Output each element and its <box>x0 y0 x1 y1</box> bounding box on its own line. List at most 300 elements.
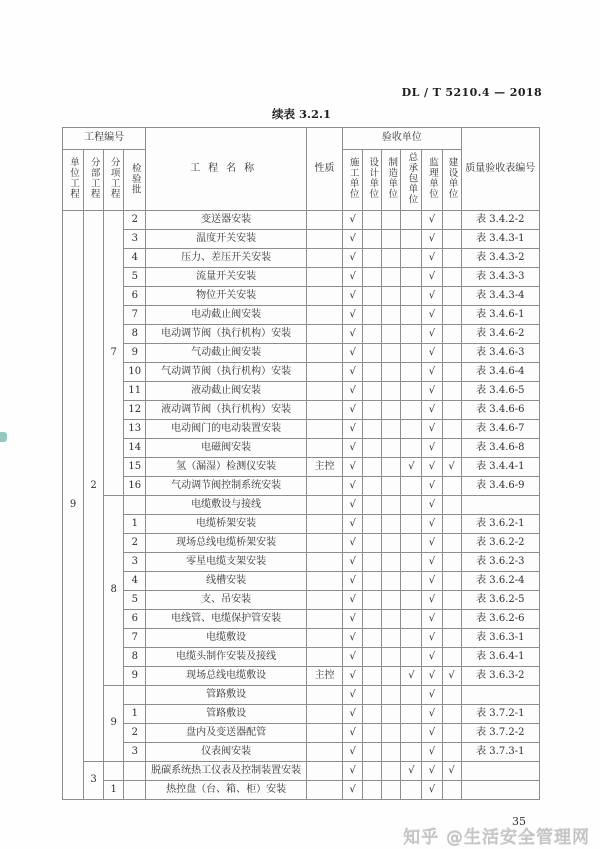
table-row <box>63 781 540 800</box>
check-cell-design <box>363 553 382 572</box>
property-cell <box>306 610 342 629</box>
property-cell <box>306 268 342 287</box>
project-name-cell: 脱碳系统热工仪表及控制装置安装 <box>146 762 307 781</box>
check-cell-general-contractor <box>401 591 422 610</box>
batch-number-cell: 4 <box>124 572 146 591</box>
table-ref-cell: 表 3.6.4-1 <box>461 648 539 667</box>
project-name-cell: 压力、差压开关安装 <box>146 249 307 268</box>
check-cell-construction: √ <box>343 724 363 743</box>
batch-number-cell: 1 <box>124 705 146 724</box>
project-name-cell: 热控盘（台、箱、柜）安装 <box>146 781 307 800</box>
header-inspection-batch: 检验批 <box>124 150 146 211</box>
item-project-number-cell: 1 <box>104 781 124 800</box>
table-ref-cell: 表 3.4.6-9 <box>461 477 539 496</box>
check-cell-supervision: √ <box>422 325 442 344</box>
project-name-cell: 气动调节阀（执行机构）安装 <box>146 363 307 382</box>
check-cell-owner <box>442 686 461 705</box>
check-cell-owner <box>442 724 461 743</box>
check-cell-general-contractor <box>401 363 422 382</box>
table-row <box>63 268 540 287</box>
batch-number-cell: 2 <box>124 211 146 230</box>
batch-number-cell: 15 <box>124 458 146 477</box>
check-cell-design <box>363 743 382 762</box>
check-cell-supervision: √ <box>422 458 442 477</box>
table-ref-cell: 表 3.4.6-1 <box>461 306 539 325</box>
check-cell-general-contractor <box>401 344 422 363</box>
table-ref-cell: 表 3.6.3-1 <box>461 629 539 648</box>
table-row <box>63 553 540 572</box>
check-cell-owner <box>442 249 461 268</box>
property-cell <box>306 629 342 648</box>
check-cell-construction: √ <box>343 249 363 268</box>
batch-number-cell <box>124 686 146 705</box>
project-name-cell: 管路敷设 <box>146 705 307 724</box>
check-cell-general-contractor <box>401 382 422 401</box>
table-ref-cell: 表 3.4.6-5 <box>461 382 539 401</box>
property-cell <box>306 287 342 306</box>
check-cell-general-contractor <box>401 325 422 344</box>
batch-number-cell: 10 <box>124 363 146 382</box>
check-cell-construction: √ <box>343 667 363 686</box>
project-name-cell: 电缆敷设与接线 <box>146 496 307 515</box>
check-cell-general-contractor <box>401 401 422 420</box>
property-cell <box>306 363 342 382</box>
check-cell-owner <box>442 439 461 458</box>
project-name-cell: 电缆敷设 <box>146 629 307 648</box>
table-row <box>63 458 540 477</box>
header-division-project: 分部工程 <box>84 150 104 211</box>
property-cell <box>306 572 342 591</box>
check-cell-design <box>363 439 382 458</box>
property-cell <box>306 743 342 762</box>
batch-number-cell: 14 <box>124 439 146 458</box>
check-cell-owner <box>442 211 461 230</box>
check-cell-construction: √ <box>343 344 363 363</box>
property-cell: 主控 <box>306 458 342 477</box>
check-cell-construction: √ <box>343 363 363 382</box>
check-cell-construction: √ <box>343 591 363 610</box>
check-cell-manufacture <box>382 496 401 515</box>
check-cell-design <box>363 591 382 610</box>
check-cell-construction: √ <box>343 458 363 477</box>
check-cell-supervision: √ <box>422 401 442 420</box>
table-row <box>63 249 540 268</box>
project-name-cell: 电动阀门的电动装置安装 <box>146 420 307 439</box>
table-row <box>63 496 540 515</box>
project-name-cell: 气动截止阀安装 <box>146 344 307 363</box>
check-cell-supervision: √ <box>422 211 442 230</box>
project-name-cell: 电缆桥架安装 <box>146 515 307 534</box>
check-cell-construction: √ <box>343 762 363 781</box>
check-cell-design <box>363 382 382 401</box>
check-cell-owner <box>442 230 461 249</box>
check-cell-manufacture <box>382 420 401 439</box>
check-cell-construction: √ <box>343 629 363 648</box>
check-cell-construction: √ <box>343 553 363 572</box>
property-cell <box>306 534 342 553</box>
batch-number-cell: 6 <box>124 287 146 306</box>
check-cell-supervision: √ <box>422 591 442 610</box>
check-cell-design <box>363 211 382 230</box>
check-cell-construction: √ <box>343 325 363 344</box>
check-cell-design <box>363 249 382 268</box>
batch-number-cell: 16 <box>124 477 146 496</box>
table-row <box>63 705 540 724</box>
property-cell <box>306 686 342 705</box>
table-row <box>63 211 540 230</box>
check-cell-design <box>363 458 382 477</box>
check-cell-owner <box>442 553 461 572</box>
table-row <box>63 572 540 591</box>
check-cell-owner <box>442 344 461 363</box>
item-project-number-cell: 7 <box>104 211 124 496</box>
check-cell-manufacture <box>382 572 401 591</box>
check-cell-owner <box>442 401 461 420</box>
batch-number-cell: 3 <box>124 553 146 572</box>
check-cell-manufacture <box>382 211 401 230</box>
table-ref-cell: 表 3.4.3-4 <box>461 287 539 306</box>
project-name-cell: 电缆头制作安装及接线 <box>146 648 307 667</box>
check-cell-owner <box>442 648 461 667</box>
batch-number-cell: 4 <box>124 249 146 268</box>
table-ref-cell: 表 3.6.2-5 <box>461 591 539 610</box>
item-project-number-cell: 9 <box>104 686 124 762</box>
check-cell-owner <box>442 477 461 496</box>
check-cell-owner: √ <box>442 458 461 477</box>
check-cell-design <box>363 629 382 648</box>
property-cell <box>306 420 342 439</box>
project-name-cell: 流量开关安装 <box>146 268 307 287</box>
property-cell <box>306 477 342 496</box>
check-cell-design <box>363 477 382 496</box>
check-cell-general-contractor <box>401 287 422 306</box>
check-cell-general-contractor: √ <box>401 458 422 477</box>
check-cell-owner <box>442 515 461 534</box>
table-row <box>63 724 540 743</box>
table-ref-cell <box>461 496 539 515</box>
check-cell-manufacture <box>382 306 401 325</box>
check-cell-supervision: √ <box>422 667 442 686</box>
table-ref-cell: 表 3.7.2-1 <box>461 705 539 724</box>
check-cell-supervision: √ <box>422 230 442 249</box>
check-cell-general-contractor <box>401 496 422 515</box>
property-cell <box>306 781 342 800</box>
project-name-cell: 温度开关安装 <box>146 230 307 249</box>
table-ref-cell: 表 3.6.2-1 <box>461 515 539 534</box>
table-ref-cell: 表 3.6.2-6 <box>461 610 539 629</box>
batch-number-cell: 13 <box>124 420 146 439</box>
property-cell <box>306 515 342 534</box>
check-cell-general-contractor <box>401 743 422 762</box>
check-cell-owner <box>442 610 461 629</box>
table-ref-cell: 表 3.6.2-2 <box>461 534 539 553</box>
table-row <box>63 762 540 781</box>
check-cell-general-contractor <box>401 705 422 724</box>
check-cell-design <box>363 572 382 591</box>
check-cell-supervision: √ <box>422 363 442 382</box>
check-cell-design <box>363 667 382 686</box>
table-row <box>63 287 540 306</box>
check-cell-general-contractor <box>401 230 422 249</box>
check-cell-design <box>363 325 382 344</box>
table-ref-cell: 表 3.4.6-8 <box>461 439 539 458</box>
header-supervision-unit: 监理单位 <box>422 150 442 211</box>
table-ref-cell: 表 3.4.3-3 <box>461 268 539 287</box>
project-name-cell: 仪表阀安装 <box>146 743 307 762</box>
check-cell-supervision: √ <box>422 287 442 306</box>
project-name-cell: 物位开关安装 <box>146 287 307 306</box>
batch-number-cell: 6 <box>124 610 146 629</box>
project-name-cell: 气动调节阀控制系统安装 <box>146 477 307 496</box>
check-cell-general-contractor <box>401 249 422 268</box>
check-cell-manufacture <box>382 743 401 762</box>
check-cell-design <box>363 496 382 515</box>
check-cell-construction: √ <box>343 648 363 667</box>
check-cell-general-contractor <box>401 648 422 667</box>
check-cell-manufacture <box>382 591 401 610</box>
property-cell <box>306 306 342 325</box>
property-cell: 主控 <box>306 667 342 686</box>
check-cell-general-contractor <box>401 572 422 591</box>
check-cell-design <box>363 724 382 743</box>
check-cell-general-contractor: √ <box>401 667 422 686</box>
check-cell-supervision: √ <box>422 743 442 762</box>
check-cell-owner: √ <box>442 762 461 781</box>
batch-number-cell: 2 <box>124 534 146 553</box>
check-cell-design <box>363 344 382 363</box>
header-item-project: 分项工程 <box>104 150 124 211</box>
check-cell-construction: √ <box>343 268 363 287</box>
header-manufacture-unit: 制造单位 <box>382 150 401 211</box>
check-cell-general-contractor <box>401 306 422 325</box>
batch-number-cell: 9 <box>124 344 146 363</box>
table-ref-cell <box>461 686 539 705</box>
project-name-cell: 现场总线电缆桥架安装 <box>146 534 307 553</box>
table-row <box>63 515 540 534</box>
check-cell-design <box>363 401 382 420</box>
property-cell <box>306 705 342 724</box>
project-name-cell: 支、吊安装 <box>146 591 307 610</box>
batch-number-cell: 7 <box>124 629 146 648</box>
project-name-cell: 电磁阀安装 <box>146 439 307 458</box>
check-cell-owner <box>442 743 461 762</box>
check-cell-general-contractor <box>401 724 422 743</box>
project-name-cell: 线槽安装 <box>146 572 307 591</box>
check-cell-design <box>363 762 382 781</box>
check-cell-construction: √ <box>343 401 363 420</box>
project-name-cell: 电动调节阀（执行机构）安装 <box>146 325 307 344</box>
check-cell-manufacture <box>382 477 401 496</box>
check-cell-construction: √ <box>343 515 363 534</box>
project-name-cell: 电线管、电缆保护管安装 <box>146 610 307 629</box>
batch-number-cell: 7 <box>124 306 146 325</box>
check-cell-design <box>363 515 382 534</box>
check-cell-manufacture <box>382 439 401 458</box>
check-cell-owner <box>442 363 461 382</box>
table-row <box>63 363 540 382</box>
check-cell-general-contractor <box>401 420 422 439</box>
check-cell-owner <box>442 420 461 439</box>
table-row <box>63 591 540 610</box>
check-cell-general-contractor <box>401 534 422 553</box>
table-row <box>63 629 540 648</box>
table-row <box>63 382 540 401</box>
table-ref-cell: 表 3.4.6-4 <box>461 363 539 382</box>
check-cell-general-contractor <box>401 610 422 629</box>
table-row <box>63 686 540 705</box>
check-cell-supervision: √ <box>422 249 442 268</box>
property-cell <box>306 553 342 572</box>
property-cell <box>306 344 342 363</box>
check-cell-manufacture <box>382 363 401 382</box>
project-name-cell: 管路敷设 <box>146 686 307 705</box>
table-ref-cell: 表 3.4.3-1 <box>461 230 539 249</box>
check-cell-manufacture <box>382 401 401 420</box>
item-project-number-cell: 8 <box>104 496 124 686</box>
header-project-no: 工程编号 <box>63 128 146 150</box>
check-cell-construction: √ <box>343 686 363 705</box>
check-cell-owner <box>442 591 461 610</box>
division-project-number-cell: 2 <box>84 211 104 762</box>
table-row <box>63 344 540 363</box>
check-cell-general-contractor <box>401 781 422 800</box>
check-cell-supervision: √ <box>422 420 442 439</box>
batch-number-cell: 11 <box>124 382 146 401</box>
table-row <box>63 439 540 458</box>
check-cell-owner <box>442 705 461 724</box>
batch-number-cell: 2 <box>124 724 146 743</box>
check-cell-construction: √ <box>343 477 363 496</box>
table-row <box>63 610 540 629</box>
check-cell-construction: √ <box>343 211 363 230</box>
project-name-cell: 零星电缆支架安装 <box>146 553 307 572</box>
property-cell <box>306 648 342 667</box>
batch-number-cell <box>124 496 146 515</box>
check-cell-owner <box>442 325 461 344</box>
scan-artifact <box>0 432 7 442</box>
check-cell-general-contractor <box>401 477 422 496</box>
check-cell-supervision: √ <box>422 705 442 724</box>
header-design-unit: 设计单位 <box>363 150 382 211</box>
check-cell-supervision: √ <box>422 762 442 781</box>
check-cell-construction: √ <box>343 382 363 401</box>
page-number: 35 <box>512 815 526 828</box>
table-row <box>63 648 540 667</box>
table-ref-cell <box>461 781 539 800</box>
check-cell-owner <box>442 382 461 401</box>
table-ref-cell: 表 3.6.2-3 <box>461 553 539 572</box>
check-cell-design <box>363 610 382 629</box>
check-cell-design <box>363 705 382 724</box>
table-row <box>63 534 540 553</box>
table-row <box>63 667 540 686</box>
table-row <box>63 420 540 439</box>
check-cell-manufacture <box>382 553 401 572</box>
check-cell-manufacture <box>382 667 401 686</box>
check-cell-general-contractor <box>401 211 422 230</box>
check-cell-design <box>363 268 382 287</box>
table-ref-cell: 表 3.4.6-2 <box>461 325 539 344</box>
check-cell-design <box>363 306 382 325</box>
check-cell-construction: √ <box>343 420 363 439</box>
check-cell-supervision: √ <box>422 781 442 800</box>
table-ref-cell: 表 3.7.2-2 <box>461 724 539 743</box>
check-cell-supervision: √ <box>422 268 442 287</box>
check-cell-general-contractor <box>401 515 422 534</box>
check-cell-supervision: √ <box>422 553 442 572</box>
property-cell <box>306 230 342 249</box>
check-cell-construction: √ <box>343 534 363 553</box>
table-ref-cell: 表 3.4.6-7 <box>461 420 539 439</box>
watermark: 知乎 @生活安全管理网 <box>403 828 590 848</box>
project-name-cell: 液动截止阀安装 <box>146 382 307 401</box>
check-cell-supervision: √ <box>422 382 442 401</box>
check-cell-owner <box>442 534 461 553</box>
table-ref-cell: 表 3.4.4-1 <box>461 458 539 477</box>
check-cell-supervision: √ <box>422 610 442 629</box>
check-cell-design <box>363 648 382 667</box>
check-cell-construction: √ <box>343 743 363 762</box>
check-cell-manufacture <box>382 382 401 401</box>
check-cell-manufacture <box>382 610 401 629</box>
table-row <box>63 477 540 496</box>
acceptance-table <box>62 127 540 800</box>
check-cell-design <box>363 781 382 800</box>
header-acceptance-group: 验收单位 <box>343 128 462 150</box>
check-cell-owner <box>442 781 461 800</box>
check-cell-design <box>363 287 382 306</box>
table-row <box>63 401 540 420</box>
table-ref-cell: 表 3.4.2-2 <box>461 211 539 230</box>
check-cell-construction: √ <box>343 781 363 800</box>
check-cell-manufacture <box>382 249 401 268</box>
table-ref-cell <box>461 762 539 781</box>
check-cell-construction: √ <box>343 306 363 325</box>
batch-number-cell: 12 <box>124 401 146 420</box>
check-cell-general-contractor <box>401 439 422 458</box>
check-cell-owner <box>442 629 461 648</box>
table-title: 续表 3.2.1 <box>271 107 332 121</box>
check-cell-owner <box>442 268 461 287</box>
project-name-cell: 盘内及变送器配管 <box>146 724 307 743</box>
header-table-no: 质量验收表编号 <box>461 128 539 211</box>
check-cell-manufacture <box>382 287 401 306</box>
check-cell-owner: √ <box>442 667 461 686</box>
check-cell-manufacture <box>382 458 401 477</box>
header-general-contractor-unit: 总承包单位 <box>401 150 422 211</box>
check-cell-manufacture <box>382 344 401 363</box>
division-project-number-cell: 3 <box>84 762 104 800</box>
project-name-cell: 现场总线电缆敷设 <box>146 667 307 686</box>
table-row <box>63 306 540 325</box>
check-cell-supervision: √ <box>422 572 442 591</box>
header-construction-unit: 施工单位 <box>343 150 363 211</box>
batch-number-cell: 9 <box>124 667 146 686</box>
check-cell-design <box>363 534 382 553</box>
property-cell <box>306 382 342 401</box>
table-ref-cell: 表 3.6.3-2 <box>461 667 539 686</box>
check-cell-manufacture <box>382 534 401 553</box>
header-project-name: 工程名称 <box>146 128 307 211</box>
check-cell-design <box>363 420 382 439</box>
check-cell-owner <box>442 496 461 515</box>
project-name-cell: 液动调节阀（执行机构）安装 <box>146 401 307 420</box>
check-cell-supervision: √ <box>422 439 442 458</box>
check-cell-supervision: √ <box>422 724 442 743</box>
project-name-cell: 电动截止阀安装 <box>146 306 307 325</box>
property-cell <box>306 591 342 610</box>
batch-number-cell: 1 <box>124 515 146 534</box>
